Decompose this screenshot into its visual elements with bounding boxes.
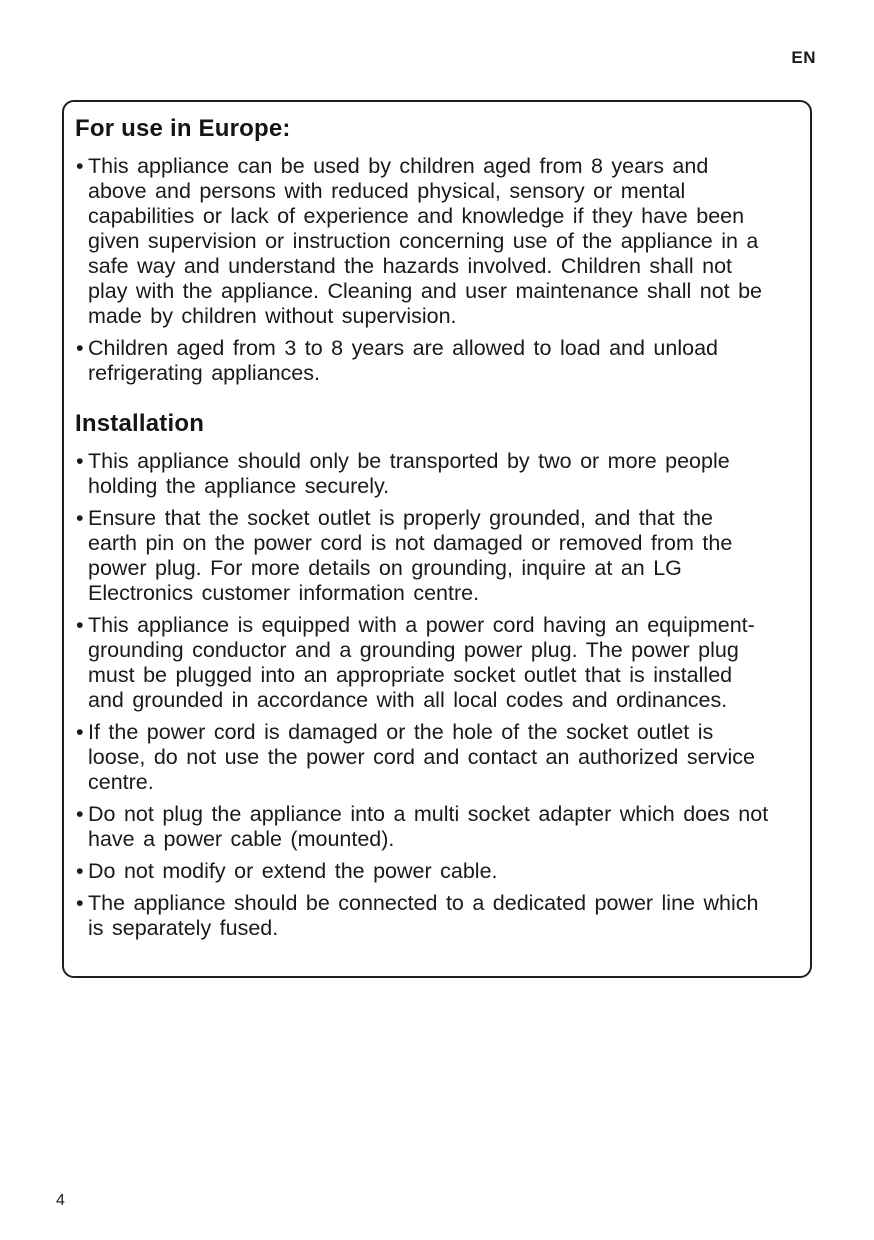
list-item bbox=[75, 613, 770, 713]
list-item bbox=[75, 720, 770, 795]
bullet-icon: • bbox=[76, 802, 84, 826]
bullet-text: If the power cord is damaged or the hole of the socket outlet is loose, do not use the power cord and contact an authorized service centre. bbox=[88, 720, 755, 794]
bullet-text: This appliance should only be transported by two or more people holding the appliance securely. bbox=[88, 449, 730, 498]
section-heading-installation: Installation bbox=[75, 410, 205, 437]
list-item bbox=[75, 859, 770, 884]
bullet-text: This appliance can be used by children aged from 8 years and above and persons with reduced physical, sensory or mental capabilities or lack of experience and knowledge if they have been given supervision or instruction concerning use of the appliance in a safe way and understand the hazards involved. Children shall not play with the appliance. Cleaning and user maintenance shall not be made by children without supervision. bbox=[88, 154, 763, 328]
safety-notice-box bbox=[62, 100, 812, 978]
europe-notice-list bbox=[75, 154, 770, 386]
bullet-icon: • bbox=[76, 859, 84, 883]
list-item bbox=[75, 336, 770, 386]
bullet-text: Do not modify or extend the power cable. bbox=[88, 859, 498, 883]
bullet-text: Do not plug the appliance into a multi socket adapter which does not have a power cable (mounted). bbox=[88, 802, 769, 851]
bullet-text: This appliance is equipped with a power cord having an equipment-grounding conductor and a grounding power plug. The power plug must be plugged into an appropriate socket outlet that is installed and grounded in accordance with all local codes and ordinances. bbox=[88, 613, 755, 712]
bullet-icon: • bbox=[76, 891, 84, 915]
bullet-icon: • bbox=[76, 449, 84, 473]
bullet-text: Children aged from 3 to 8 years are allowed to load and unload refrigerating appliances. bbox=[88, 336, 718, 385]
bullet-icon: • bbox=[76, 506, 84, 530]
list-item bbox=[75, 506, 770, 606]
bullet-icon: • bbox=[76, 336, 84, 360]
language-label: EN bbox=[791, 48, 816, 67]
list-item bbox=[75, 891, 770, 941]
section-heading-europe: For use in Europe: bbox=[75, 115, 291, 142]
bullet-icon: • bbox=[76, 154, 84, 178]
bullet-icon: • bbox=[76, 720, 84, 744]
bullet-text: Ensure that the socket outlet is properly grounded, and that the earth pin on the power cord is not damaged or removed from the power plug. For more details on grounding, inquire at an LG Electronics customer information centre. bbox=[88, 506, 733, 605]
list-item bbox=[75, 802, 770, 852]
installation-notice-list bbox=[75, 449, 770, 941]
bullet-text: The appliance should be connected to a dedicated power line which is separately fused. bbox=[88, 891, 759, 940]
list-item bbox=[75, 154, 770, 329]
list-item bbox=[75, 449, 770, 499]
bullet-icon: • bbox=[76, 613, 84, 637]
page-number: 4 bbox=[56, 1192, 65, 1209]
